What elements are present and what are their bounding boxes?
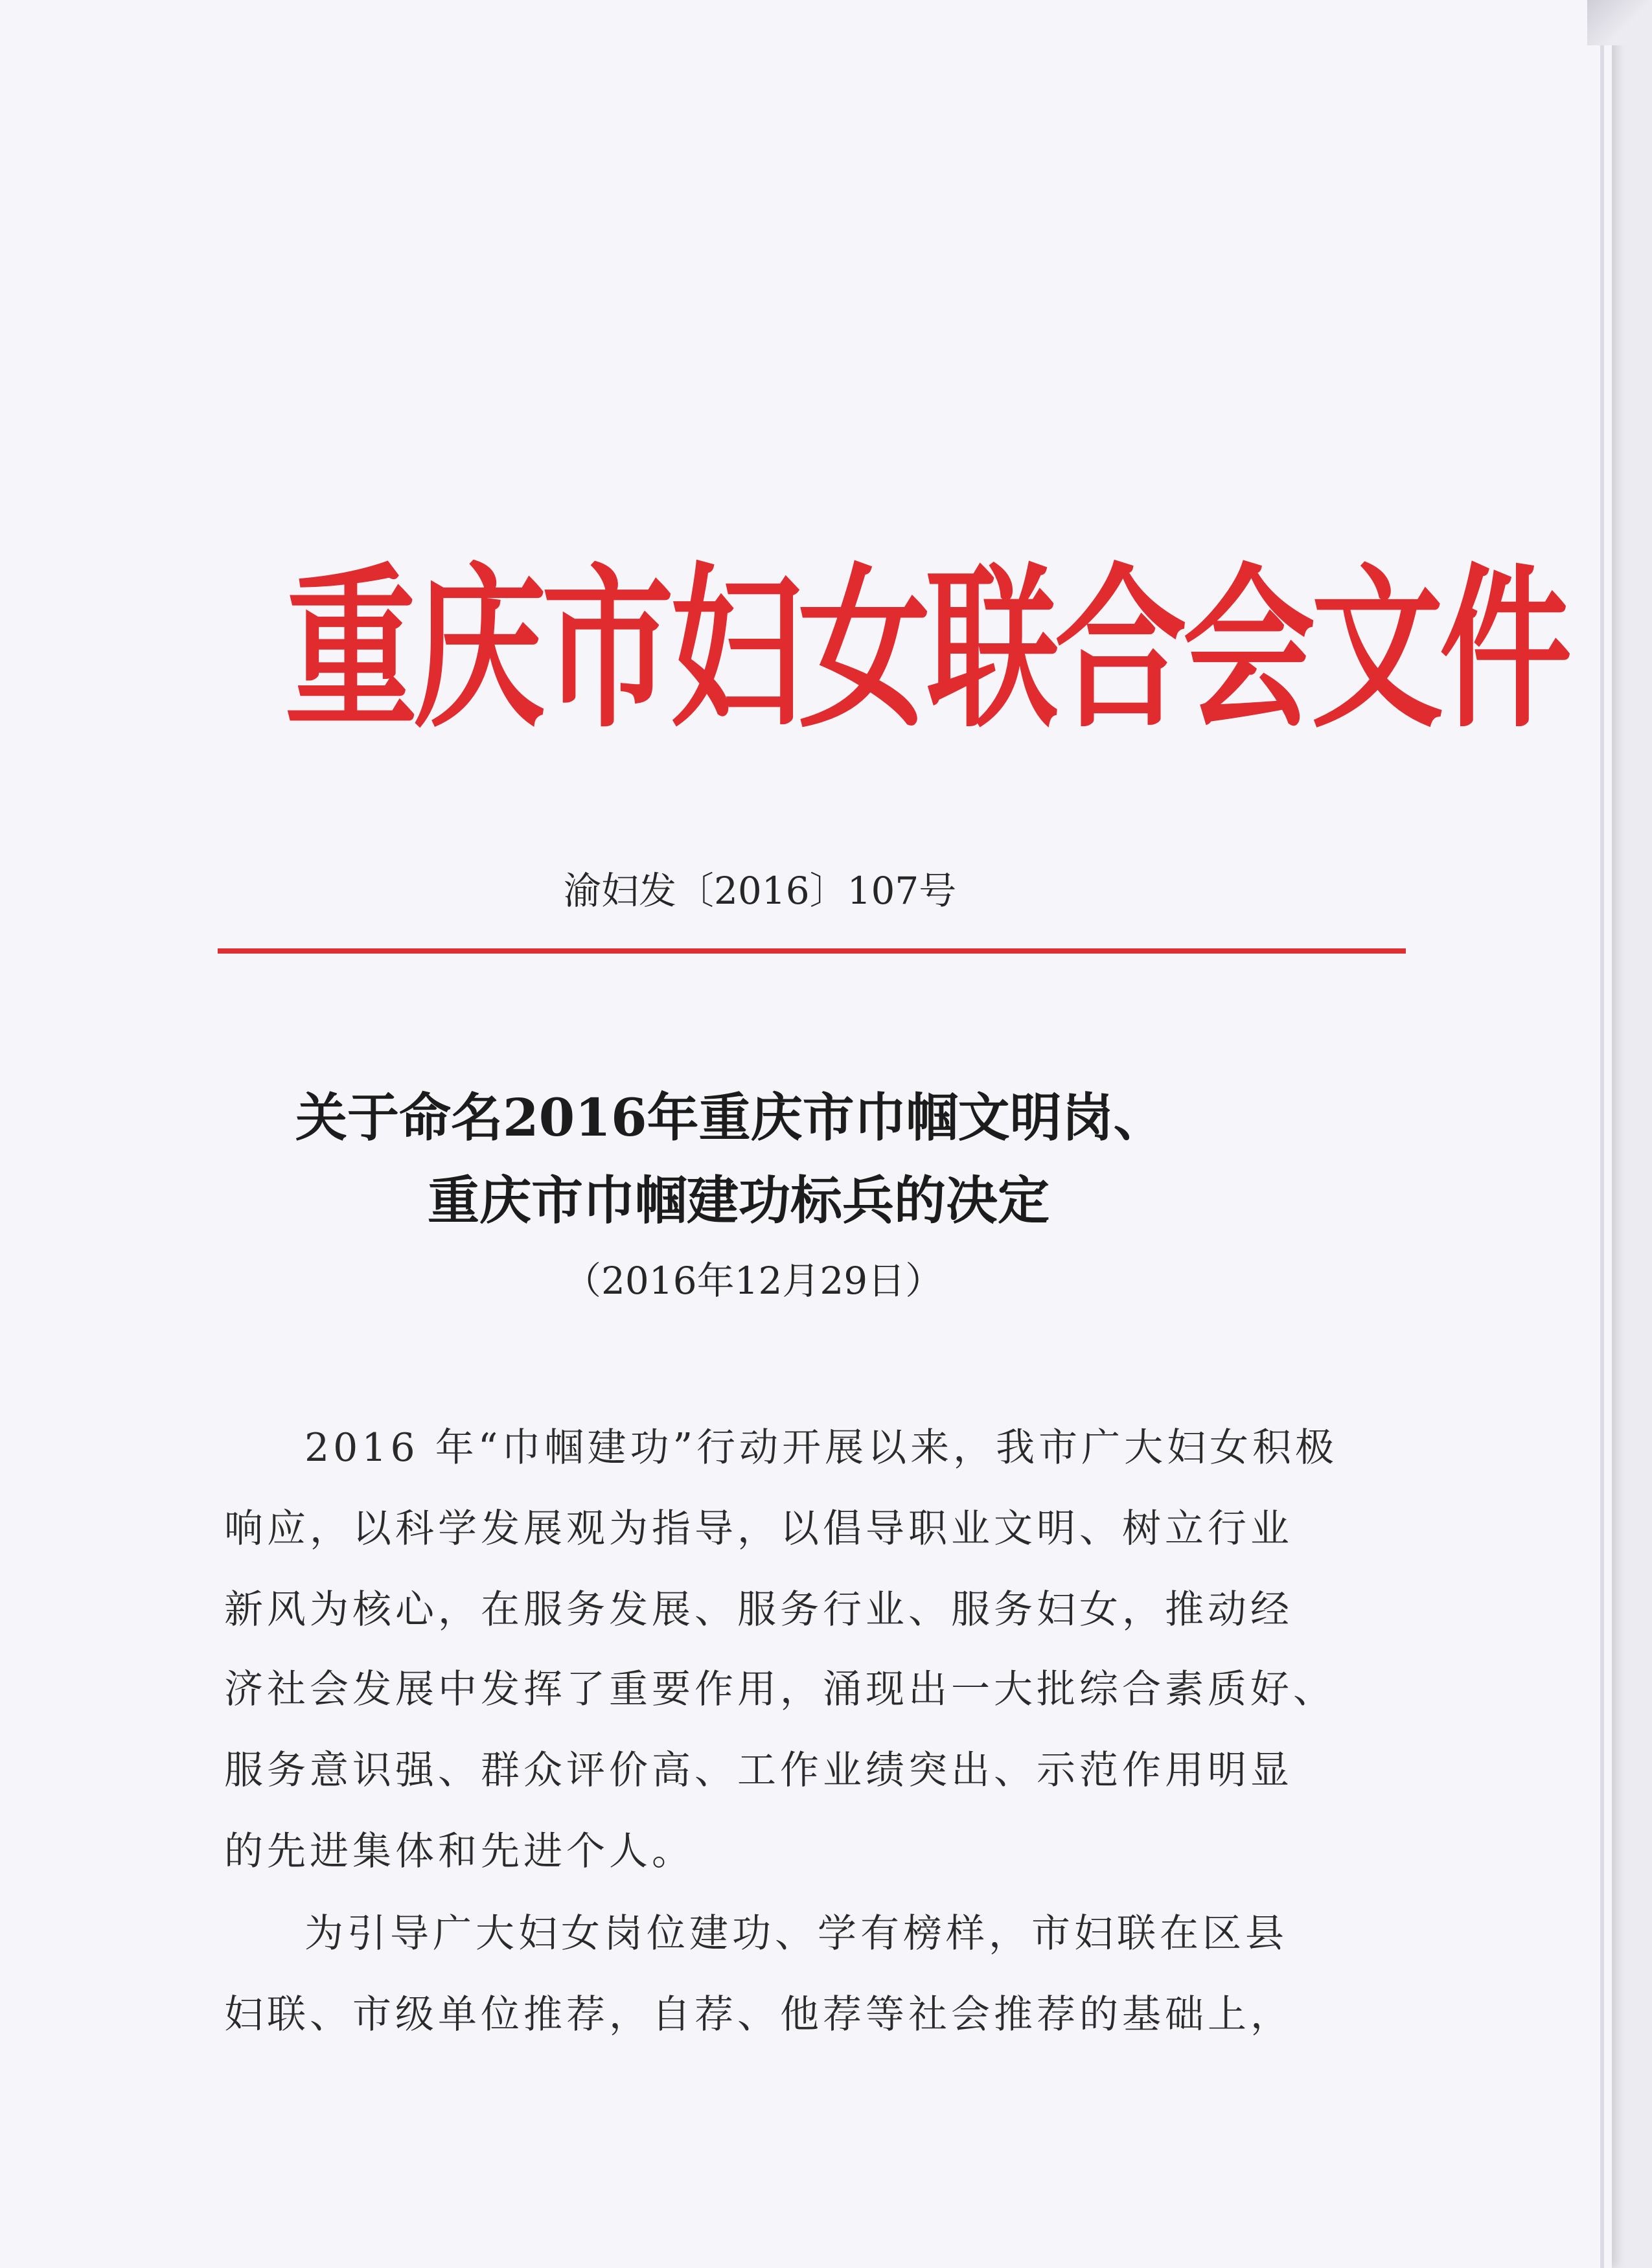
page-corner-shadow [1587,0,1652,45]
body-line: 2016 年“巾帼建功”行动开展以来，我市广大妇女积极 [304,1425,1338,1471]
document-number: 渝妇发〔2016〕107号 [564,869,957,913]
body-line: 响应，以科学发展观为指导，以倡导职业文明、树立行业 [224,1506,1293,1552]
body-line: 妇联、市级单位推荐，自荐、他荐等社会推荐的基础上， [224,1992,1293,2037]
document-title-line-1: 关于命名2016年重庆市巾帼文明岗、 [295,1087,1165,1148]
body-line: 济社会发展中发挥了重要作用，涌现出一大批综合素质好、 [224,1667,1336,1712]
body-line: 为引导广大妇女岗位建功、学有榜样，市妇联在区县 [304,1911,1288,1956]
document-date: （2016年12月29日） [564,1259,943,1303]
page-edge [1600,0,1604,2268]
body-line: 服务意识强、群众评价高、工作业绩突出、示范作用明显 [224,1748,1293,1793]
document-title-line-2: 重庆市巾帼建功标兵的决定 [428,1170,1050,1231]
body-line: 新风为核心，在服务发展、服务行业、服务妇女，推动经 [224,1587,1293,1632]
header-title: 重庆市妇女联合会文件 [285,549,1568,752]
body-line: 的先进集体和先进个人。 [224,1829,694,1874]
red-divider-rule [218,948,1406,954]
